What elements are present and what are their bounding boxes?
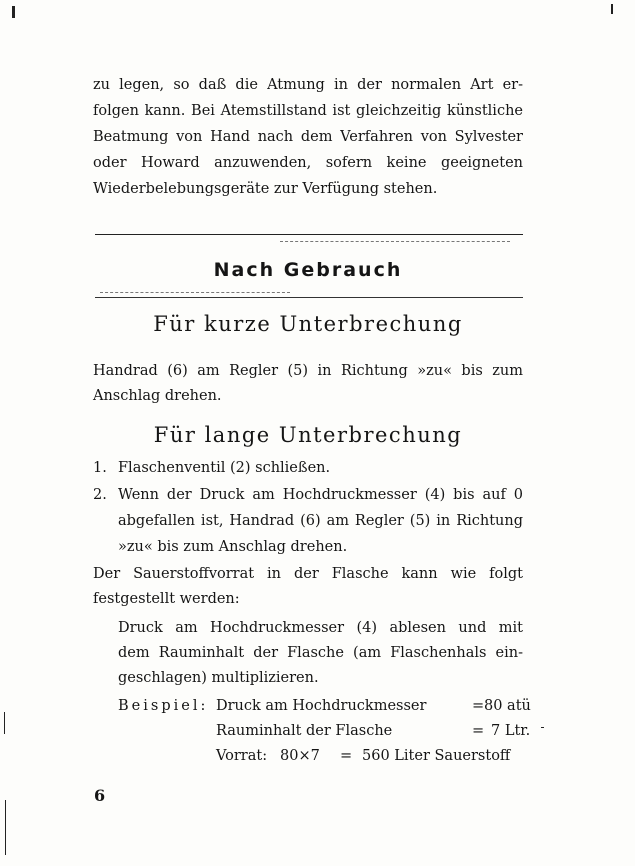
step-1-text: Flaschenventil (2) schließen.: [118, 460, 331, 476]
example-label: Beispiel:: [118, 698, 209, 714]
intro-line-3: Beatmung von Hand nach dem Verfahren von Sylvester: [93, 129, 523, 145]
example-row-1-label: Druck am Hochdruckmesser: [216, 698, 427, 714]
intro-line-2: folgen kann. Bei Atemstillstand ist gleichzeitig künstliche: [93, 103, 523, 119]
supply-line-1: Der Sauerstoffvorrat in der Flasche kann wie folgt: [93, 566, 523, 582]
intro-line-1: zu legen, so daß die Atmung in der normalen Art er-: [93, 77, 523, 93]
step-2-line-1: Wenn der Druck am Hochdruckmesser (4) bis auf 0: [118, 487, 523, 503]
supply-line-2: festgestellt werden:: [93, 591, 240, 607]
example-row-1-eq: =: [472, 698, 485, 714]
short-break-line-1: Handrad (6) am Regler (5) in Richtung »zu« bis zum: [93, 363, 523, 379]
intro-line-5: Wiederbelebungsgeräte zur Verfügung stehen.: [93, 181, 438, 197]
step-1-number: 1.: [93, 460, 107, 476]
intro-line-4: oder Howard anzuwenden, sofern keine geeigneten: [93, 155, 523, 171]
section-title: Nach Gebrauch: [213, 259, 403, 281]
short-break-line-2: Anschlag drehen.: [93, 388, 222, 404]
long-break-title: Für lange Unterbrechung: [153, 423, 463, 447]
page-number: 6: [94, 786, 106, 805]
scan-mark-right-mid: [541, 727, 544, 728]
section-dotted-top: [280, 241, 510, 242]
step-2-line-2: abgefallen ist, Handrad (6) am Regler (5) in Richtung: [118, 513, 523, 529]
short-break-title: Für kurze Unterbrechung: [153, 312, 463, 336]
example-row-3-eq: =: [340, 748, 353, 764]
method-line-3: geschlagen) multiplizieren.: [118, 670, 319, 686]
scan-mark-top-right: [611, 4, 613, 14]
section-dotted-bottom: [100, 292, 290, 293]
section-rule-bottom: [95, 297, 523, 298]
step-2-line-3: »zu« bis zum Anschlag drehen.: [118, 539, 348, 555]
scan-mark-left-bottom: [5, 800, 6, 855]
example-row-1-value: 80 atü: [484, 698, 531, 714]
scan-mark-left-mid: [4, 712, 5, 734]
example-row-2-value: 7 Ltr.: [491, 723, 531, 739]
example-row-3-value: 560 Liter Sauerstoff: [362, 748, 511, 764]
step-2-number: 2.: [93, 487, 107, 503]
example-row-2-label: Rauminhalt der Flasche: [216, 723, 393, 739]
example-row-2-eq: =: [472, 723, 485, 739]
scan-mark-top-left: [12, 6, 15, 18]
example-row-3-expr: 80×7: [280, 748, 320, 764]
method-line-2: dem Rauminhalt der Flasche (am Flaschenhals ein-: [118, 645, 523, 661]
example-row-3-label: Vorrat:: [216, 748, 268, 764]
method-line-1: Druck am Hochdruckmesser (4) ablesen und mit: [118, 620, 523, 636]
section-rule-top: [95, 234, 523, 235]
